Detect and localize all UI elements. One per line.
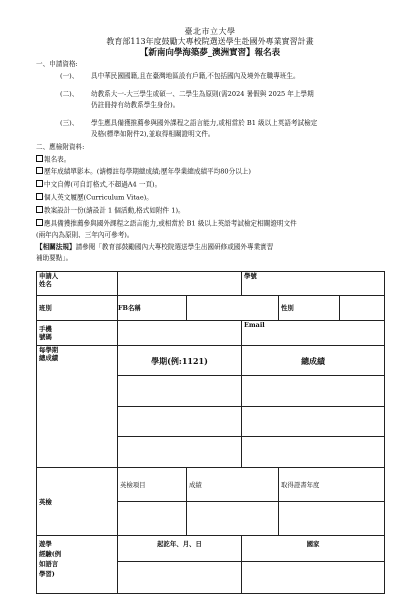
checkbox-icon[interactable] <box>36 206 43 213</box>
exam-item-header: 英檢項目 <box>118 468 187 502</box>
country-header: 國家 <box>242 536 385 562</box>
period-input[interactable] <box>118 562 242 594</box>
applicant-name-label: 申請人 姓名 <box>37 272 118 296</box>
checklist-item: 應具備獲推薦參與國外課程之語言能力,或相當於 B1 級以上英語考試檢定相關證明文件 <box>36 219 297 228</box>
acquired-year-input[interactable] <box>279 502 385 536</box>
regulation-line: 【相關法規】請參閱「教育部鼓勵國內大專校院選送學生出國研修或國外專業實習 <box>36 243 274 251</box>
total-grade-input[interactable] <box>242 376 385 407</box>
mobile-field[interactable] <box>118 321 242 346</box>
total-grade-input[interactable] <box>242 437 385 468</box>
section1-item1-text: 具中華民國國籍,且在臺灣地區設有戶籍,不包括國內及境外在職專班生。 <box>91 72 300 80</box>
study-abroad-label: 遊學 經驗(例 如語言 學習) <box>37 536 118 594</box>
section1-item3-text2: 及格(標準如附件2),並取得相關證明文件。 <box>91 130 215 138</box>
table-row <box>37 321 385 346</box>
semester-column-header: 學期(例:1121) <box>118 346 242 376</box>
table-row <box>37 272 385 296</box>
checkbox-icon[interactable] <box>36 193 43 200</box>
applicant-name-field[interactable] <box>118 272 242 296</box>
table-row <box>37 346 385 376</box>
checkbox-icon[interactable] <box>36 155 43 162</box>
score-input[interactable] <box>187 502 279 536</box>
checklist-item: 中文自傳(可自訂格式,不超過A4 一頁)。 <box>36 180 161 189</box>
exam-item-input[interactable] <box>118 502 187 536</box>
section1-item2-text2: 仍註冊持有幼教系學生身份)。 <box>91 101 180 109</box>
section1-item3-text: 學生應具備獲推薦參與國外課程之語言能力,或相當於 B1 級以上英語考試檢定 <box>91 119 318 127</box>
section1-item2-text: 幼教系大一-大三學生或碩一、二學生為原則(需2024 暑假與 2025 年上學期 <box>91 90 314 98</box>
total-grade-input[interactable] <box>242 407 385 437</box>
checklist-item: 報名表。 <box>36 155 70 164</box>
mobile-label: 手機 號碼 <box>37 321 118 346</box>
checklist-item: 個人英文履歷(Curriculum Vitae)。 <box>36 193 153 202</box>
semester-input[interactable] <box>118 437 242 468</box>
period-header: 起訖年、月、日 <box>118 536 242 562</box>
checkbox-icon[interactable] <box>36 167 43 174</box>
table-row <box>37 536 385 562</box>
form-title: 【新南向學海築夢_澳洲實習】報名表 <box>139 48 281 58</box>
section1-item2-num: (二)、 <box>60 90 79 98</box>
checkbox-icon[interactable] <box>36 219 43 226</box>
english-test-label: 英檢 <box>37 468 118 536</box>
semester-input[interactable] <box>118 407 242 437</box>
checklist-item: 教案設計一份(請設計 1 個活動,格式如附件 1)。 <box>36 206 185 215</box>
fb-name-input[interactable] <box>187 296 279 321</box>
semester-input[interactable] <box>118 376 242 407</box>
regulation-line2: 補助要點」。 <box>36 254 73 262</box>
score-header: 成績 <box>187 468 279 502</box>
student-id-field[interactable]: 學號 <box>242 272 385 296</box>
department-label: 班別 <box>37 296 118 321</box>
semester-grade-label: 每學期 總成績 <box>37 346 118 468</box>
gender-input[interactable] <box>340 296 385 321</box>
gender-field[interactable]: 性別 <box>279 296 340 321</box>
country-input[interactable] <box>242 562 385 594</box>
checklist-item-continued: (兩年內為原則、三年內可參考)。 <box>36 231 134 239</box>
acquired-year-header: 取得證書年度 <box>279 468 385 502</box>
section1-item3-num: (三)、 <box>60 119 79 127</box>
fb-name-field[interactable]: FB名稱 <box>118 296 187 321</box>
total-grade-column-header: 總成績 <box>242 346 385 376</box>
email-field[interactable]: Email <box>242 321 385 346</box>
section1-title: 一、申請資格: <box>36 60 78 68</box>
section1-item1-num: (一)、 <box>60 72 79 80</box>
checklist-item: 歷年成績單影本。(請標註每學期總成績;歷年學業總成績平均80分以上) <box>36 167 251 176</box>
table-row <box>37 296 385 321</box>
program-title: 教育部113年度鼓勵大專校院選送學生赴國外專業實習計畫 <box>106 37 314 46</box>
table-row <box>37 468 385 502</box>
university-name: 臺北市立大學 <box>184 27 236 36</box>
application-table <box>36 271 385 594</box>
section2-title: 二、應檢附資料: <box>36 143 85 151</box>
checkbox-icon[interactable] <box>36 180 43 187</box>
